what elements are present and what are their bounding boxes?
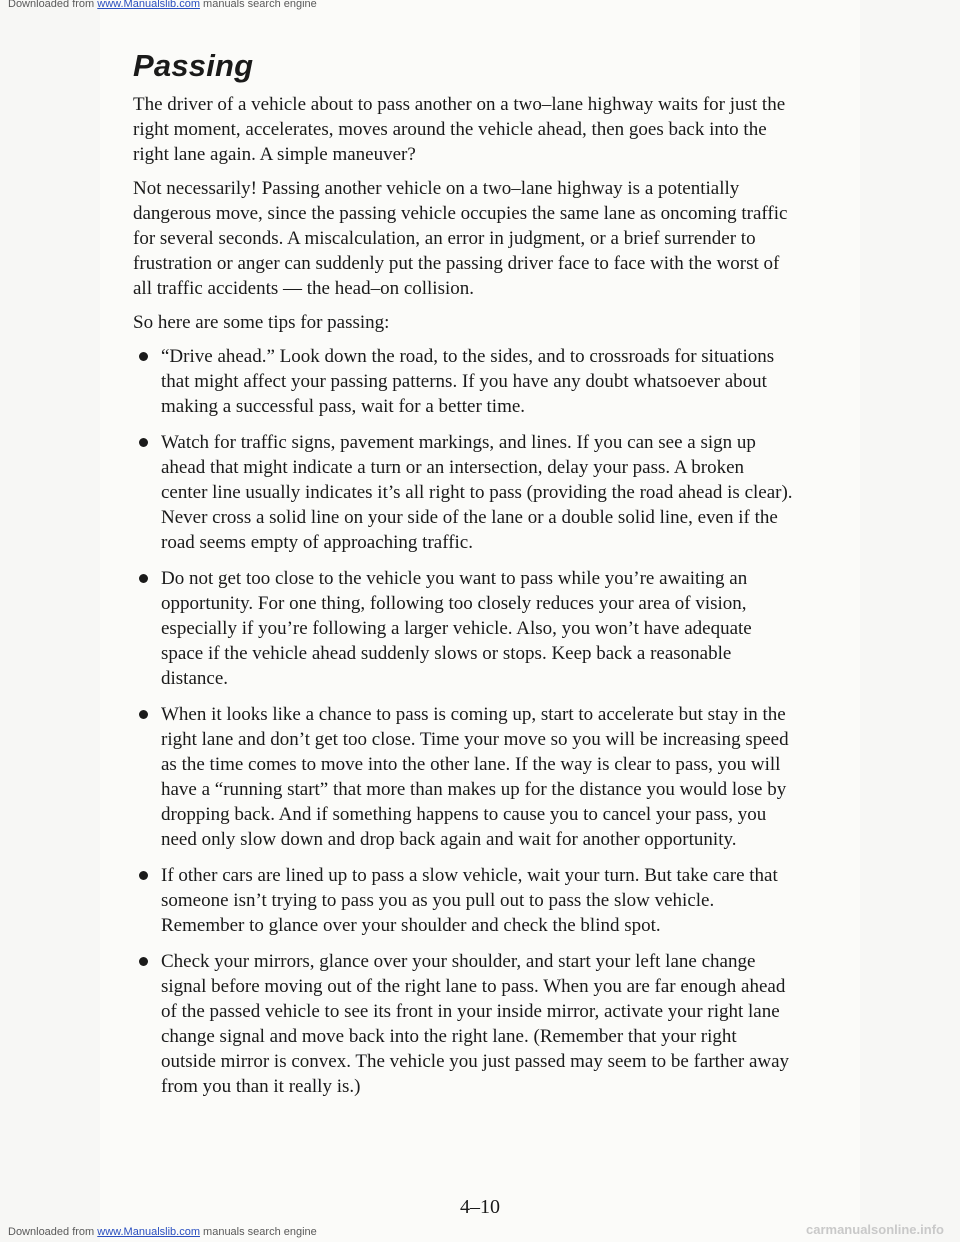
paragraph-tips-lead: So here are some tips for passing: — [133, 312, 390, 333]
paragraph-intro: The driver of a vehicle about to pass another on a two–lane highway waits for just the right moment, accelerates, moves around the vehicle ahead, then goes back into the right lane again. A simple maneuver? — [133, 94, 786, 165]
list-item: Do not get too close to the vehicle you want to pass while you’re awaiting an opportunity. For one thing, following too closely reduces your area of vision, especially if you’re following a larger vehicle. Also, you won’t have adequate space if the vehicle ahead suddenly slows or stops. Keep back a reasonable distance. — [133, 566, 793, 691]
download-watermark-bottom: Downloaded from www.Manualslib.com manuals search engine — [8, 1226, 317, 1238]
bullet-icon — [139, 438, 148, 447]
list-item: If other cars are lined up to pass a slow vehicle, wait your turn. But take care that someone isn’t trying to pass you as you pull out to pass the slow vehicle. Remember to glance over your shoulder and check the blind spot. — [133, 863, 793, 938]
bullet-icon — [139, 871, 148, 880]
bullet-icon — [139, 957, 148, 966]
manualslib-link-top[interactable]: www.Manualslib.com — [97, 0, 200, 10]
document-body — [133, 48, 793, 1110]
manualslib-link-bottom[interactable]: www.Manualslib.com — [97, 1226, 200, 1238]
page-number: 4–10 — [460, 1196, 500, 1218]
passing-tips-list — [133, 344, 793, 1099]
bullet-icon — [139, 574, 148, 583]
carmanualsonline-watermark: carmanualsonline.info — [806, 1222, 944, 1237]
section-title: Passing — [133, 48, 254, 83]
list-item: When it looks like a chance to pass is coming up, start to accelerate but stay in the right lane and don’t get too close. Time your move so you will be increasing speed as the time comes to move into the other lane. If the way is clear to pass, you will have a “running start” that more than makes up for the distance you would lose by dropping back. And if something happens to cause you to cancel your pass, you need only slow down and drop back again and wait for another opportunity. — [133, 702, 793, 852]
list-item: Check your mirrors, glance over your shoulder, and start your left lane change signal before moving out of the right lane to pass. When you are far enough ahead of the passed vehicle to see its front in your inside mirror, activate your right lane change signal and move back into the right lane. (Remember that your right outside mirror is convex. The vehicle you just passed may seem to be farther away from you than it really is.) — [133, 949, 793, 1099]
bullet-icon — [139, 352, 148, 361]
paragraph-warning: Not necessarily! Passing another vehicle on a two–lane highway is a potentially dangerous move, since the passing vehicle occupies the same lane as oncoming traffic for several seconds. A miscalculation, an error in judgment, or a brief surrender to frustration or anger can suddenly put the passing driver face to face with the worst of all traffic accidents — the head–on collision. — [133, 178, 788, 299]
list-item: “Drive ahead.” Look down the road, to the sides, and to crossroads for situations that might affect your passing patterns. If you have any doubt whatsoever about making a successful pass, wait for a better time. — [133, 344, 793, 419]
list-item: Watch for traffic signs, pavement markings, and lines. If you can see a sign up ahead that might indicate a turn or an intersection, delay your pass. A broken center line usually indicates it’s all right to pass (providing the road ahead is clear). Never cross a solid line on your side of the lane or a double solid line, even if the road seems empty of approaching traffic. — [133, 430, 793, 555]
download-watermark-top: Downloaded from www.Manualslib.com manuals search engine — [8, 0, 317, 10]
bullet-icon — [139, 710, 148, 719]
